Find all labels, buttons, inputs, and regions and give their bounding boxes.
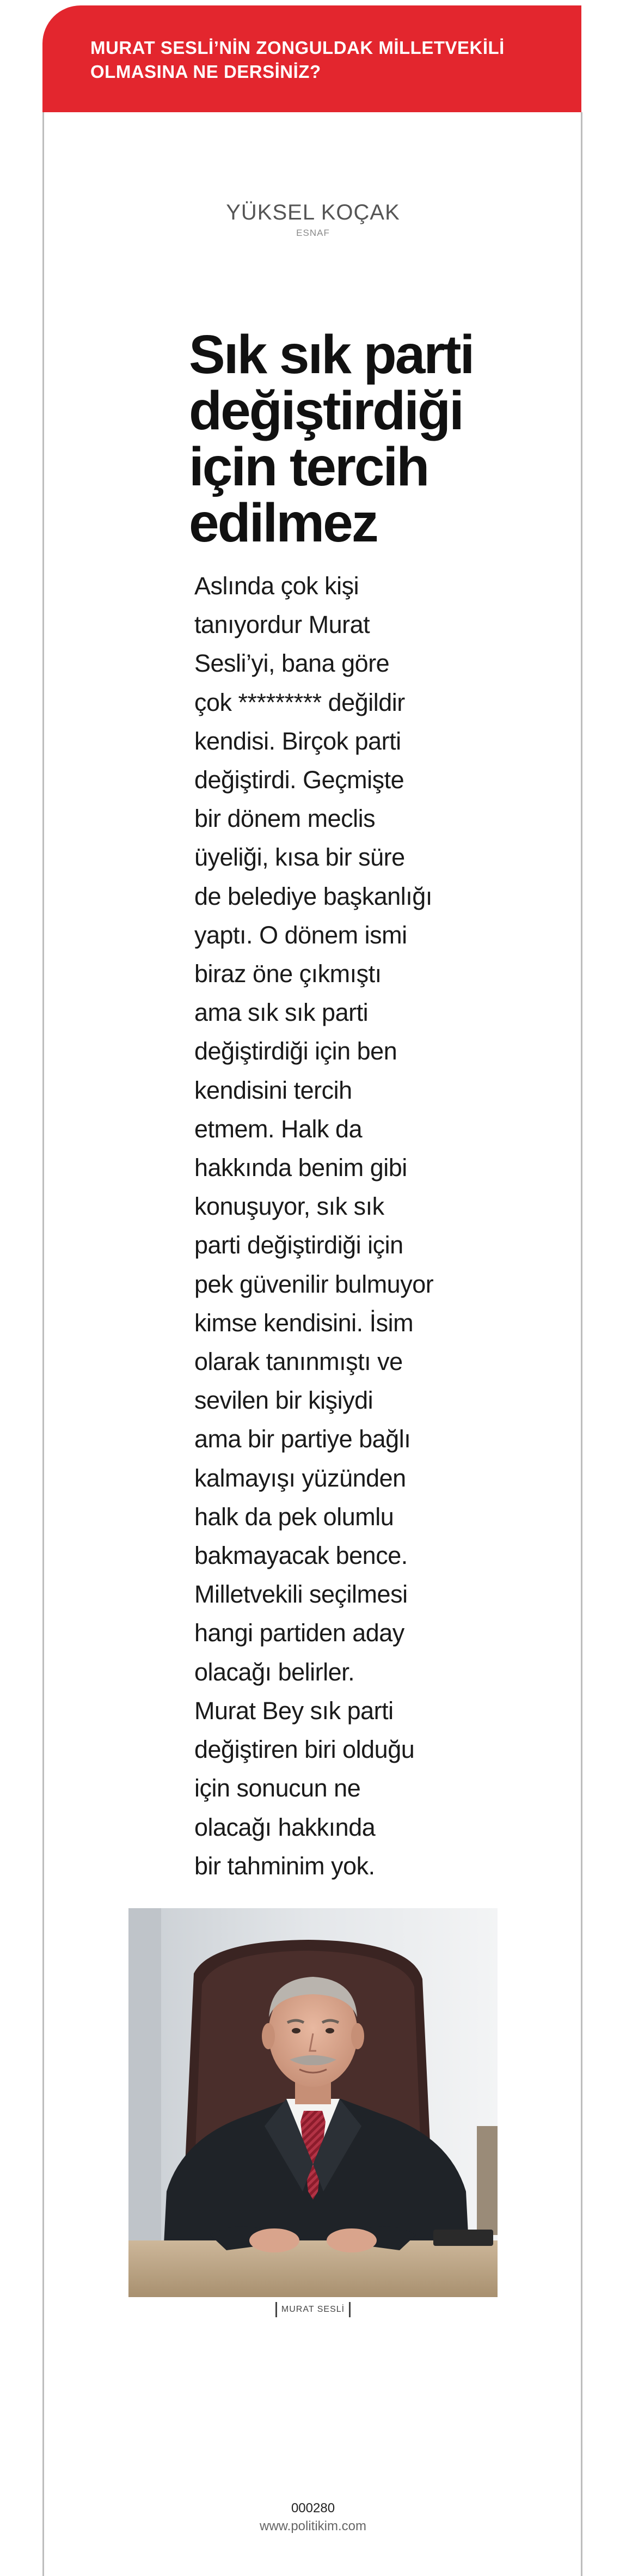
caption-text: MURAT SESLİ — [281, 2305, 345, 2314]
author-block — [0, 200, 626, 239]
author-role: ESNAF — [296, 228, 330, 238]
page-number: 000280 — [291, 2501, 335, 2516]
caption-left-bar — [275, 2302, 277, 2317]
photo-caption — [0, 2301, 626, 2318]
article-body: Aslında çok kişi tanıyordur Murat Sesli’yi, bana göre çok ********* değildir kendisi. Birçok parti değiştirdi. Geçmişte bir dönem meclis üyeliği, kısa bir süre de belediye başkanlığı yaptı. O dönem ismi biraz öne çıkmıştı ama sık sık parti değiştirdiği için ben kendisini tercih etmem. Halk da hakkında benim gibi konuşuyor, sık sık parti değiştirdiği için pek güvenilir bulmuyor kimse kendisini. İsim olarak tanınmıştı ve sevilen bir kişiydi ama bir partiye bağlı kalmayışı yüzünden halk da pek olumlu bakmayacak bence. Milletvekili seçilmesi hangi partiden aday olacağı belirler. Murat Bey sık parti değiştiren biri olduğu için sonucun ne olacağı hakkında bir tahminim yok. — [194, 572, 434, 1880]
portrait-illustration — [128, 1908, 498, 2297]
author-name: YÜKSEL KOÇAK — [226, 200, 400, 224]
caption-right-bar — [349, 2302, 351, 2317]
article-headline: Sık sık parti değiştirdiği için tercih edilmez — [189, 324, 474, 553]
header-banner — [42, 5, 581, 112]
banner-title: MURAT SESLİ’NİN ZONGULDAK MİLLETVEKİLİ OLMASINA NE DERSİNİZ? — [90, 38, 505, 82]
page-footer — [0, 2500, 626, 2535]
portrait-photo — [128, 1908, 498, 2297]
site-url[interactable]: www.politikim.com — [259, 2519, 367, 2534]
